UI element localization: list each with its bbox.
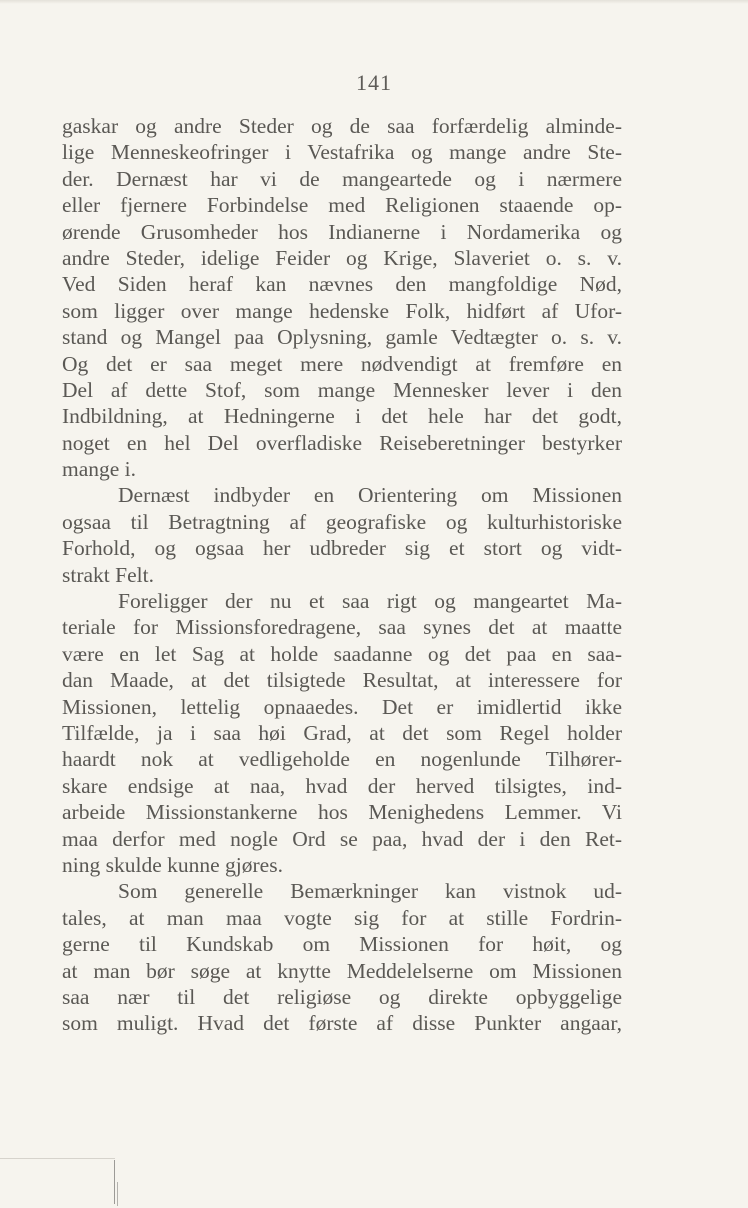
text-line: være en let Sag at holde saadanne og det paa en saa- <box>62 641 622 666</box>
text-line: stand og Mangel paa Oplysning, gamle Vedtægter o. s. v. <box>62 325 622 350</box>
text-line: gaskar og andre Steder og de saa forfærdelig alminde- <box>62 114 622 138</box>
text-line: Foreligger der nu et saa rigt og mangeartet Ma- <box>118 589 622 614</box>
text-line: maa derfor med nogle Ord se paa, hvad der i den Ret- <box>62 826 622 851</box>
text-line: lige Menneskeofringer i Vestafrika og mange andre Ste- <box>62 140 622 165</box>
text-line: at man bør søge at knytte Meddelelserne om Missionen <box>62 958 622 983</box>
text-line: Missionen, lettelig opnaaedes. Det er imidlertid ikke <box>62 694 622 719</box>
text-line: teriale for Missionsforedragene, saa synes det at maatte <box>62 615 622 640</box>
text-line: mange i. <box>62 457 137 482</box>
page-edge-mark-secondary <box>117 1182 118 1206</box>
text-line: saa nær til det religiøse og direkte opbyggelige <box>62 984 622 1009</box>
text-line: gerne til Kundskab om Missionen for høit, og <box>62 932 622 957</box>
body-text <box>62 113 622 1037</box>
text-line: Tilfælde, ja i saa høi Grad, at det som Regel holder <box>62 720 622 745</box>
text-line: ogsaa til Betragtning af geografiske og kulturhistoriske <box>62 509 622 534</box>
text-line: ning skulde kunne gjøres. <box>62 852 283 877</box>
text-line: skare endsige at naa, hvad der herved tilsigtes, ind- <box>62 773 622 798</box>
page-edge-mark <box>114 1160 115 1204</box>
text-line: dan Maade, at det tilsigtede Resultat, at interessere for <box>62 668 622 693</box>
text-line: ørende Grusomheder hos Indianerne i Nordamerika og <box>62 219 622 244</box>
text-line: Forhold, og ogsaa her udbreder sig et stort og vidt- <box>62 536 622 561</box>
text-line: som muligt. Hvad det første af disse Punkter angaar, <box>62 1011 622 1036</box>
text-line: Ved Siden heraf kan nævnes den mangfoldige Nød, <box>62 272 622 297</box>
text-line: Dernæst indbyder en Orientering om Missionen <box>118 483 622 508</box>
text-line: arbeide Missionstankerne hos Menighedens Lemmer. Vi <box>62 800 622 825</box>
text-line: der. Dernæst har vi de mangeartede og i nærmere <box>62 166 622 191</box>
page-number: 141 <box>356 70 392 95</box>
text-line: andre Steder, idelige Feider og Krige, Slaveriet o. s. v. <box>62 245 622 270</box>
text-line: eller fjernere Forbindelse med Religionen staaende op- <box>62 193 622 218</box>
text-line: haardt nok at vedligeholde en nogenlunde Tilhører- <box>62 747 622 772</box>
text-line: Indbildning, at Hedningerne i det hele har det godt, <box>62 404 622 429</box>
text-line: noget en hel Del overfladiske Reiseberetninger bestyrker <box>62 430 622 455</box>
text-line: Del af dette Stof, som mange Mennesker lever i den <box>62 377 622 402</box>
page-top-edge <box>0 0 748 4</box>
text-line: Som generelle Bemærkninger kan vistnok ud- <box>118 879 622 904</box>
text-line: Og det er saa meget mere nødvendigt at fremføre en <box>62 351 622 376</box>
text-line: som ligger over mange hedenske Folk, hidført af Ufor- <box>62 298 622 323</box>
page-fold-line <box>0 1158 115 1159</box>
text-line: strakt Felt. <box>62 562 154 587</box>
text-line: tales, at man maa vogte sig for at stille Fordrin- <box>62 905 622 930</box>
